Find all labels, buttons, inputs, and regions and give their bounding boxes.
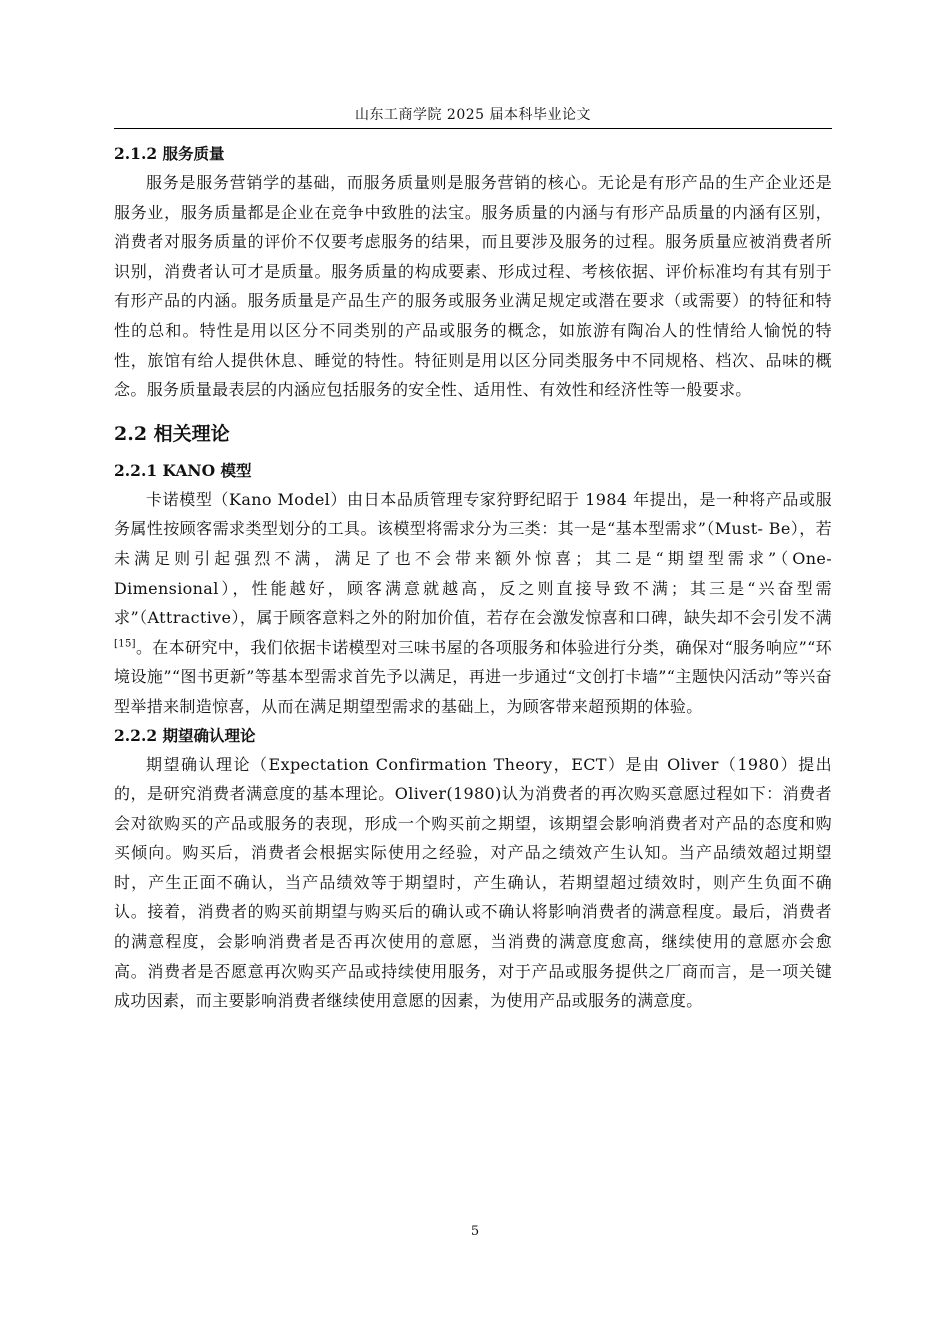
section-2-1-2-heading: 2.1.2 服务质量 [114, 144, 225, 163]
kano-text-part-2: 。在本研究中，我们依据卡诺模型对三味书屋的各项服务和体验进行分类，确保对“服务响应”“环境设施”“图书更新”等基本型需求首先予以满足，再进一步通过“文创打卡墙”“主题快闪活动”等兴奋型举措来制造惊喜，从而在满足期望型需求的基础上，为顾客带来超预期的体验。 [114, 637, 832, 716]
section-2-2-2-paragraph: 期望确认理论（Expectation Confirmation Theory，ECT）是由 Oliver（1980）提出的，是研究消费者满意度的基本理论。Oliver(1980)认为消费者的再次购买意愿过程如下：消费者会对欲购买的产品或服务的表现，形成一个购买前之期望，该期望会影响消费者对产品的态度和购买倾向。购买后，消费者会根据实际使用之经验，对产品之绩效产生认知。当产品绩效超过期望时，产生正面不确认，当产品绩效等于期望时，产生确认，若期望超过绩效时，则产生负面不确认。接着，消费者的购买前期望与购买后的确认或不确认将影响消费者的满意程度。最后，消费者的满意程度，会影响消费者是否再次使用的意愿，当消费的满意度愈高，继续使用的意愿亦会愈高。消费者是否愿意再次购买产品或持续使用服务，对于产品或服务提供之厂商而言，是一项关键成功因素，而主要影响消费者继续使用意愿的因素，为使用产品或服务的满意度。 [114, 754, 832, 1011]
page-body [114, 140, 832, 1016]
running-header: 山东工商学院 2025 届本科毕业论文 [354, 107, 592, 123]
section-2-2-1-heading: 2.2.1 KANO 模型 [114, 460, 252, 480]
section-2-1-2-paragraph: 服务是服务营销学的基础，而服务质量则是服务营销的核心。无论是有形产品的生产企业还是服务业，服务质量都是企业在竞争中致胜的法宝。服务质量的内涵与有形产品质量的内涵有区别，消费者对服务质量的评价不仅要考虑服务的结果，而且要涉及服务的过程。服务质量应被消费者所识别，消费者认可才是质量。服务质量的构成要素、形成过程、考核依据、评价标准均有其有别于有形产品的内涵。服务质量是产品生产的服务或服务业满足规定或潜在要求（或需要）的特征和特性的总和。特性是用以区分不同类别的产品或服务的概念，如旅游有陶冶人的性情给人愉悦的特性，旅馆有给人提供休息、睡觉的特性。特征则是用以区分同类服务中不同规格、档次、品味的概念。服务质量最表层的内涵应包括服务的安全性、适用性、有效性和经济性等一般要求。 [114, 173, 832, 400]
section-2-2-heading: 2.2 相关理论 [114, 422, 230, 445]
page-number: 5 [470, 1224, 480, 1239]
section-2-2-1-paragraph [114, 485, 832, 722]
citation-ref-15: [15] [114, 638, 136, 650]
header-rule [114, 128, 832, 129]
section-2-2-2-heading: 2.2.2 期望确认理论 [114, 725, 256, 745]
kano-text-part-1: 卡诺模型（Kano Model）由日本品质管理专家狩野纪昭于 1984 年提出，是一种将产品或服务属性按顾客需求类型划分的工具。该模型将需求分为三类：其一是“基本型需求”（Must- Be），若未满足则引起强烈不满，满足了也不会带来额外惊喜；其二是“期望型需求”（One- Dimensional），性能越好，顾客满意就越高，反之则直接导致不满；其三是“兴奋型需求”（Attractive），属于顾客意料之外的附加价值，若存在会激发惊喜和口碑，缺失却不会引发不满 [114, 489, 832, 628]
